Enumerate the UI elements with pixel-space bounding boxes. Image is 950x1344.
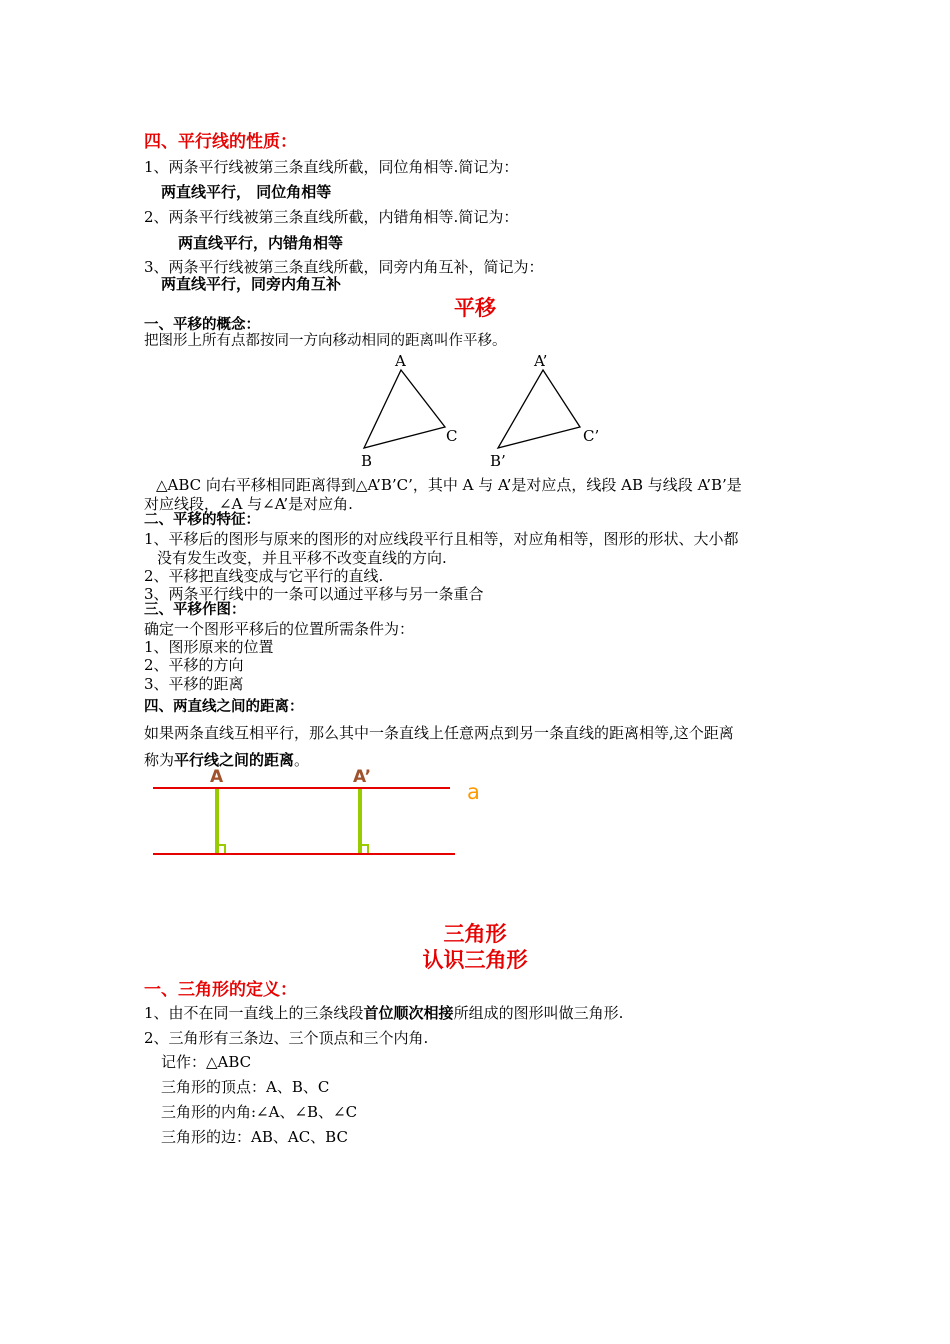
triangle-definition-1 (144, 1002, 623, 1023)
feature-1a: 1、平移后的图形与原来的图形的对应线段平行且相等，对应角相等，图形的形状、大小都 (144, 530, 739, 548)
fig-label-a-prime: A’ (353, 767, 372, 787)
distance-text-line1: 如果两条直线互相平行，那么其中一条直线上任意两点到另一条直线的距离相等,这个距离 (144, 724, 734, 742)
distance-text-post: 。 (294, 751, 310, 769)
fig-label-a: A (210, 767, 224, 787)
drawing-condition-2: 2、平移的方向 (144, 656, 244, 674)
property-2-summary: 两直线平行，内错角相等 (178, 234, 344, 252)
vertex-label-b-prime: B’ (490, 452, 506, 470)
property-3: 3、两条平行线被第三条直线所截，同旁内角互补，简记为： (144, 258, 544, 276)
triangle-notation: 记作：△ABC (161, 1053, 252, 1071)
vertex-label-c-prime: C’ (583, 427, 600, 445)
vertex-label-b: B (361, 452, 373, 470)
def1-post: 所组成的图形叫做三角形. (453, 1004, 624, 1022)
translation-drawing-heading: 三、平移作图： (144, 601, 246, 618)
distance-heading: 四、两直线之间的距离： (144, 698, 304, 715)
feature-1b: 没有发生改变，并且平移不改变直线的方向. (157, 549, 447, 567)
property-1-summary: 两直线平行， 同位角相等 (161, 183, 332, 201)
translation-features-heading: 二、平移的特征： (144, 511, 260, 528)
property-3-summary: 两直线平行，同旁内角互补 (161, 275, 342, 293)
property-2: 2、两条平行线被第三条直线所截，内错角相等.简记为： (144, 208, 519, 226)
def1-pre: 1、由不在同一直线上的三条线段 (144, 1004, 364, 1022)
def1-bold: 首位顺次相接 (363, 1004, 454, 1022)
vertex-label-a: A (395, 352, 406, 370)
property-1: 1、两条平行线被第三条直线所截，同位角相等.简记为： (144, 158, 519, 176)
triangle-title: 三角形 (443, 921, 507, 946)
triangle-subtitle: 认识三角形 (422, 947, 528, 972)
triangle-vertices: 三角形的顶点：A、B、C (161, 1078, 330, 1096)
right-angle-mark-a (219, 845, 225, 853)
triangle-definition-2: 2、三角形有三条边、三个顶点和三个内角. (144, 1029, 429, 1047)
fig-label-line-a: a (467, 780, 480, 804)
drawing-condition-1: 1、图形原来的位置 (144, 638, 274, 656)
triangle-definition-heading: 一、三角形的定义： (144, 980, 297, 1000)
translation-explain-line2: 对应线段，∠A 与∠A’是对应角. (144, 495, 353, 513)
translation-title: 平移 (454, 295, 496, 320)
distance-text-pre: 称为 (144, 751, 175, 769)
translation-concept-text: 把图形上所有点都按同一方向移动相同的距离叫作平移。 (144, 333, 507, 349)
drawing-intro: 确定一个图形平移后的位置所需条件为： (144, 620, 415, 638)
triangle-sides: 三角形的边：AB、AC、BC (161, 1128, 348, 1146)
distance-term: 平行线之间的距离 (174, 751, 295, 769)
triangle-angles: 三角形的内角:∠A、∠B、∠C (161, 1103, 358, 1121)
section-heading-parallel-properties: 四、平行线的性质： (144, 132, 297, 152)
right-angle-mark-a-prime (362, 845, 368, 853)
vertex-label-c: C (446, 427, 458, 445)
feature-2: 2、平移把直线变成与它平行的直线. (144, 567, 384, 585)
translation-explain-line1: △ABC 向右平移相同距离得到△A’B’C’，其中 A 与 A’是对应点，线段 AB 与线段 A’B’是 (156, 476, 742, 494)
feature-3: 3、两条平行线中的一条可以通过平移与另一条重合 (144, 585, 484, 603)
translation-concept-heading: 一、平移的概念： (144, 316, 260, 333)
vertex-label-a-prime: A’ (534, 352, 548, 370)
drawing-condition-3: 3、平移的距离 (144, 675, 244, 693)
